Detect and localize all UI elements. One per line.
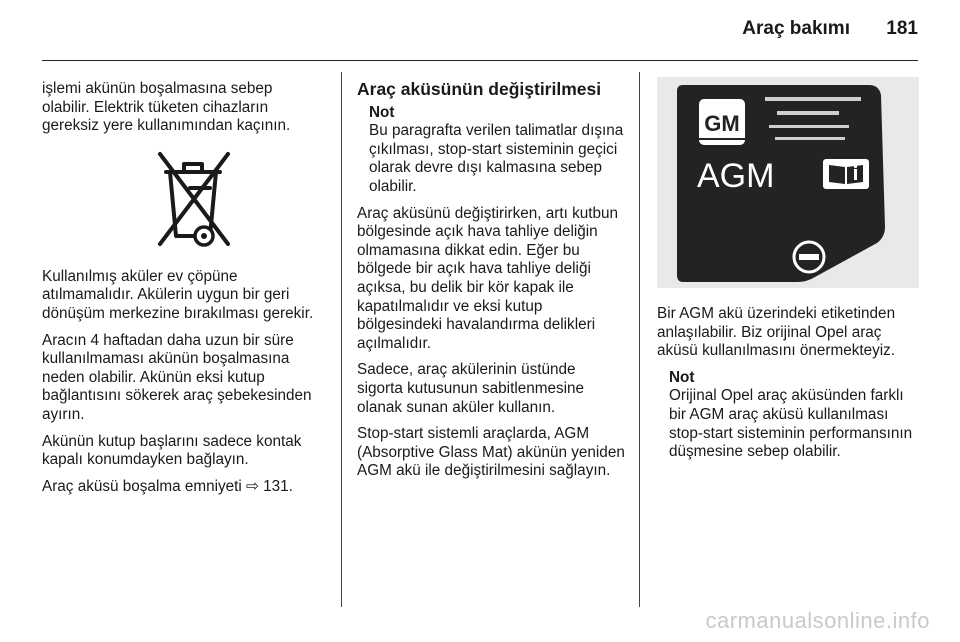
paragraph: Kullanılmış aküler ev çöpüne atılmamalıdır. Akülerin uygun bir geri dönüşüm merkezine bırakılması gerekir. [42, 267, 314, 322]
note-block [669, 369, 921, 462]
column-2 [357, 80, 625, 489]
section-heading: Araç aküsünün değiştirilmesi [357, 79, 602, 99]
footer-watermark: carmanualsonline.info [705, 608, 930, 633]
column-divider-2 [639, 72, 640, 607]
column-3 [657, 305, 921, 470]
paragraph: Sadece, araç akülerinin üstünde sigorta kutusunun sabitlenmesine olanak sunan aküler kullanın. [357, 361, 585, 416]
column-divider-1 [341, 72, 342, 607]
paragraph: Bir AGM akü üzerindeki etiketinden anlaşılabilir. Biz orijinal Opel araç aküsü kullanılmasını önermekteyiz. [657, 305, 896, 360]
paragraph: Akünün kutup başlarını sadece kontak kapalı konumdayken bağlayın. [42, 432, 302, 469]
agm-text: AGM [697, 157, 775, 195]
note-label: Not [669, 368, 695, 386]
paragraph: Stop-start sistemli araçlarda, AGM (Absorptive Glass Mat) akünün yeniden AGM akü ile değiştirilmesini sağlayın. [357, 425, 625, 480]
header-rule [42, 60, 918, 61]
note-label: Not [369, 103, 395, 121]
paragraph: Araç aküsü boşalma emniyeti ⇨ 131. [42, 477, 293, 495]
column-1 [42, 80, 324, 504]
agm-battery-label-illustration [657, 77, 919, 288]
paragraph: Araç aküsünü değiştirirken, artı kutbun bölgesinde açık hava tahliye deliğin olmamasına dikkat edin. Eğer bu bölgede bir açık hava tahliye deliği açıksa, bu delik bir kör kapak ile kapatılmalıdır ve eksi kutup bölgesindeki havalandırma delikleri açılmalıdır. [357, 204, 619, 352]
paragraph: Aracın 4 haftadan daha uzun bir süre kullanılmaması akünün boşalmasına neden olabilir. Akünün eksi kutup bağlantısını sökerek araç şebekesinden ayırın. [42, 331, 312, 423]
crossed-out-bin-icon [138, 144, 248, 254]
note-text: Orijinal Opel araç aküsünden farklı bir AGM araç aküsü kullanılması stop-start sisteminin performansının düşmesine sebep olabilir. [669, 387, 913, 461]
page-header-title: Araç bakımı [742, 18, 850, 39]
page-number: 181 [886, 18, 918, 39]
note-text: Bu paragrafta verilen talimatlar dışına çıkılması, stop-start sisteminin geçici olarak devre dışı kalmasına sebep olabilir. [369, 122, 624, 195]
paragraph: işlemi akünün boşalmasına sebep olabilir. Elektrik tüketen cihazların gereksiz yere kullanımından kaçının. [42, 80, 291, 135]
note-block [369, 104, 625, 197]
gm-logo-text: GM [704, 111, 740, 136]
